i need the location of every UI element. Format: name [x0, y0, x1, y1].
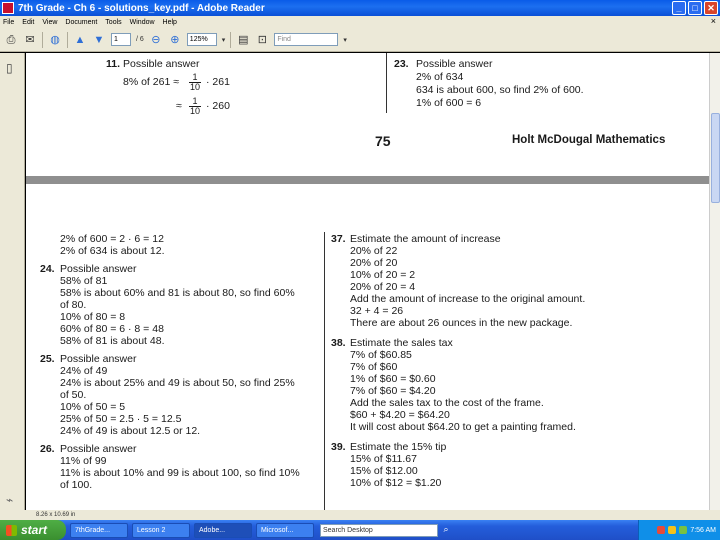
menu-file[interactable]: File [3, 18, 15, 26]
problem-text: 25% of 50 = 2.5 · 5 = 12.5 [60, 413, 182, 425]
navigation-pane [0, 53, 25, 510]
desktop-search-input[interactable]: Search Desktop [320, 524, 438, 537]
problem-text: 24% is about 25% and 49 is about 50, so find 25% [60, 377, 295, 389]
problem-text: There are about 26 ounces in the new package. [350, 317, 573, 329]
problem-text: of 80. [60, 299, 87, 311]
problem-text: 15% of $11.67 [350, 453, 417, 465]
fraction-numerator: 1 [192, 72, 198, 82]
toolbar [0, 28, 720, 52]
status-bar [0, 510, 720, 520]
problem-number: 25. [40, 353, 55, 365]
fraction-denominator: 10 [189, 106, 200, 116]
problem-text: Estimate the sales tax [350, 337, 453, 349]
system-tray [638, 520, 720, 540]
problem-text: 1% of $60 = $0.60 [350, 373, 436, 385]
zoom-field[interactable]: 125% [187, 33, 217, 46]
problem-text: 20% of 22 [350, 245, 398, 257]
document-view[interactable] [26, 53, 709, 510]
problem-number: 26. [40, 443, 55, 455]
problem-text: 58% of 81 is about 48. [60, 335, 165, 347]
title-bar [0, 0, 720, 16]
problem-text: 10% of 50 = 5 [60, 401, 126, 413]
fraction-numerator: 1 [192, 96, 198, 106]
windows-logo-icon [6, 525, 17, 536]
problem-number: 11. [106, 58, 121, 70]
column-divider [386, 53, 387, 113]
pages-panel-icon[interactable]: ▯ [6, 61, 13, 75]
fraction [189, 97, 201, 116]
problem-text: · 260 [206, 100, 230, 112]
problem-text: 20% of 20 [350, 257, 398, 269]
problem-text: 634 is about 600, so find 2% of 600. [416, 84, 584, 96]
document-close-button[interactable]: × [710, 16, 716, 26]
toolbar-separator [67, 32, 68, 48]
toolbar-separator [42, 32, 43, 48]
problem-text: 11% of 99 [60, 455, 107, 467]
start-label: start [21, 523, 48, 537]
problem-number: 23. [394, 58, 409, 70]
fit-width-icon[interactable]: ▤ [238, 33, 249, 46]
page-total: / 6 [136, 36, 144, 43]
taskbar-item[interactable]: 7thGrade... [70, 523, 128, 538]
window-title: 7th Grade - Ch 6 - solutions_key.pdf - Adobe Reader [18, 2, 265, 14]
problem-text: 20% of 20 = 4 [350, 281, 416, 293]
problem-text: 10% of 80 = 8 [60, 311, 126, 323]
arrow-down-icon[interactable]: ▼ [93, 33, 105, 46]
window-controls [672, 1, 718, 15]
problem-text: 15% of $12.00 [350, 465, 418, 477]
page-number: 75 [375, 133, 391, 149]
taskbar-item[interactable]: Microsof... [256, 523, 314, 538]
menu-help[interactable]: Help [162, 18, 177, 26]
page-size-readout: 8.26 x 10.69 in [36, 512, 76, 518]
find-dropdown-icon[interactable]: ▾ [343, 36, 347, 44]
problem-text: 11% is about 10% and 99 is about 100, so find 10% [60, 467, 300, 479]
menu-tools[interactable]: Tools [105, 18, 122, 26]
problem-number: 38. [331, 337, 346, 349]
problem-text: It will cost about $64.20 to get a painting framed. [350, 421, 576, 433]
adobe-reader-icon [2, 2, 14, 14]
problem-text: of 50. [60, 389, 87, 401]
taskbar-item[interactable]: Lesson 2 [132, 523, 190, 538]
problem-text: 2% of 600 = 2 · 6 = 12 [60, 233, 164, 245]
taskbar-item-active[interactable]: Adobe... [194, 523, 252, 538]
menu-edit[interactable]: Edit [22, 18, 35, 26]
menu-view[interactable]: View [42, 18, 58, 26]
maximize-button[interactable]: □ [688, 1, 702, 15]
fraction [189, 73, 201, 92]
menu-bar [0, 16, 720, 28]
column-divider [324, 232, 325, 510]
problem-text: Add the amount of increase to the original amount. [350, 293, 586, 305]
problem-text: · 261 [206, 76, 230, 88]
problem-text: of 100. [60, 479, 93, 491]
arrow-up-icon[interactable]: ▲ [74, 33, 86, 46]
problem-text: Estimate the amount of increase [350, 233, 501, 245]
zoom-in-icon[interactable]: ⊕ [170, 33, 180, 46]
toolbar-separator [230, 32, 231, 48]
problem-text: 2% of 634 [416, 71, 464, 83]
problem-text: 7% of $60.85 [350, 349, 412, 361]
problem-text: 2% of 634 is about 12. [60, 245, 165, 257]
problem-number: 24. [40, 263, 55, 275]
problem-text: 7% of $60 [350, 361, 398, 373]
print-icon[interactable]: ⎙ [6, 33, 16, 46]
problem-text: 58% of 81 [60, 275, 108, 287]
zoom-dropdown-icon[interactable]: ▾ [221, 36, 226, 44]
problem-text: Possible answer [416, 58, 493, 70]
problem-text: 24% of 49 [60, 365, 108, 377]
tray-app-icon[interactable] [657, 526, 665, 534]
taskbar [0, 520, 720, 540]
problem-text: Possible answer [123, 58, 200, 70]
problem-text: Possible answer [60, 353, 137, 365]
page-number-input[interactable]: 1 [111, 33, 131, 46]
problem-text: 1% of 600 = 6 [416, 97, 482, 109]
problem-text: 60% of 80 = 6 · 8 = 48 [60, 323, 164, 335]
clock[interactable]: 7:56 AM [690, 526, 716, 534]
zoom-out-icon[interactable]: ⊖ [151, 33, 161, 46]
problem-text: 10% of 20 = 2 [350, 269, 416, 281]
menu-window[interactable]: Window [129, 18, 155, 26]
pdf-page-bottom [26, 184, 709, 510]
close-button[interactable]: ✕ [704, 1, 718, 15]
problem-text: 32 + 4 = 26 [350, 305, 404, 317]
search-icon[interactable]: ⌕ [443, 523, 449, 534]
fraction-denominator: 10 [189, 82, 200, 92]
problem-text: $60 + $4.20 = $64.20 [350, 409, 450, 421]
problem-text: 7% of $60 = $4.20 [350, 385, 436, 397]
problem-text: 8% of 261 ≈ [123, 76, 179, 88]
fit-page-icon[interactable]: ⊡ [257, 33, 267, 46]
tray-app-icon[interactable] [679, 526, 687, 534]
problem-text: 58% is about 60% and 81 is about 80, so find 60% [60, 287, 295, 299]
pdf-page-top [26, 53, 709, 176]
email-icon[interactable]: ✉ [25, 33, 35, 46]
vertical-scrollbar[interactable] [709, 53, 720, 510]
problem-text: 10% of $12 = $1.20 [350, 477, 442, 489]
problem-text: Possible answer [60, 263, 137, 275]
problem-text: 24% of 49 is about 12.5 or 12. [60, 425, 201, 437]
problem-text: Possible answer [60, 443, 137, 455]
start-button[interactable] [0, 520, 66, 540]
scrollbar-thumb[interactable] [711, 113, 720, 203]
find-input[interactable]: Find [274, 33, 338, 46]
attachments-icon[interactable]: ⌁ [6, 493, 14, 507]
tray-app-icon[interactable] [668, 526, 676, 534]
globe-icon[interactable]: ◍ [50, 33, 60, 46]
problem-text: Estimate the 15% tip [350, 441, 447, 453]
problem-number: 39. [331, 441, 346, 453]
menu-document[interactable]: Document [65, 18, 98, 26]
problem-number: 37. [331, 233, 346, 245]
problem-text: Add the sales tax to the cost of the frame. [350, 397, 544, 409]
minimize-button[interactable]: _ [672, 1, 686, 15]
problem-text: ≈ [176, 100, 182, 112]
publisher-footer: Holt McDougal Mathematics [512, 134, 666, 146]
